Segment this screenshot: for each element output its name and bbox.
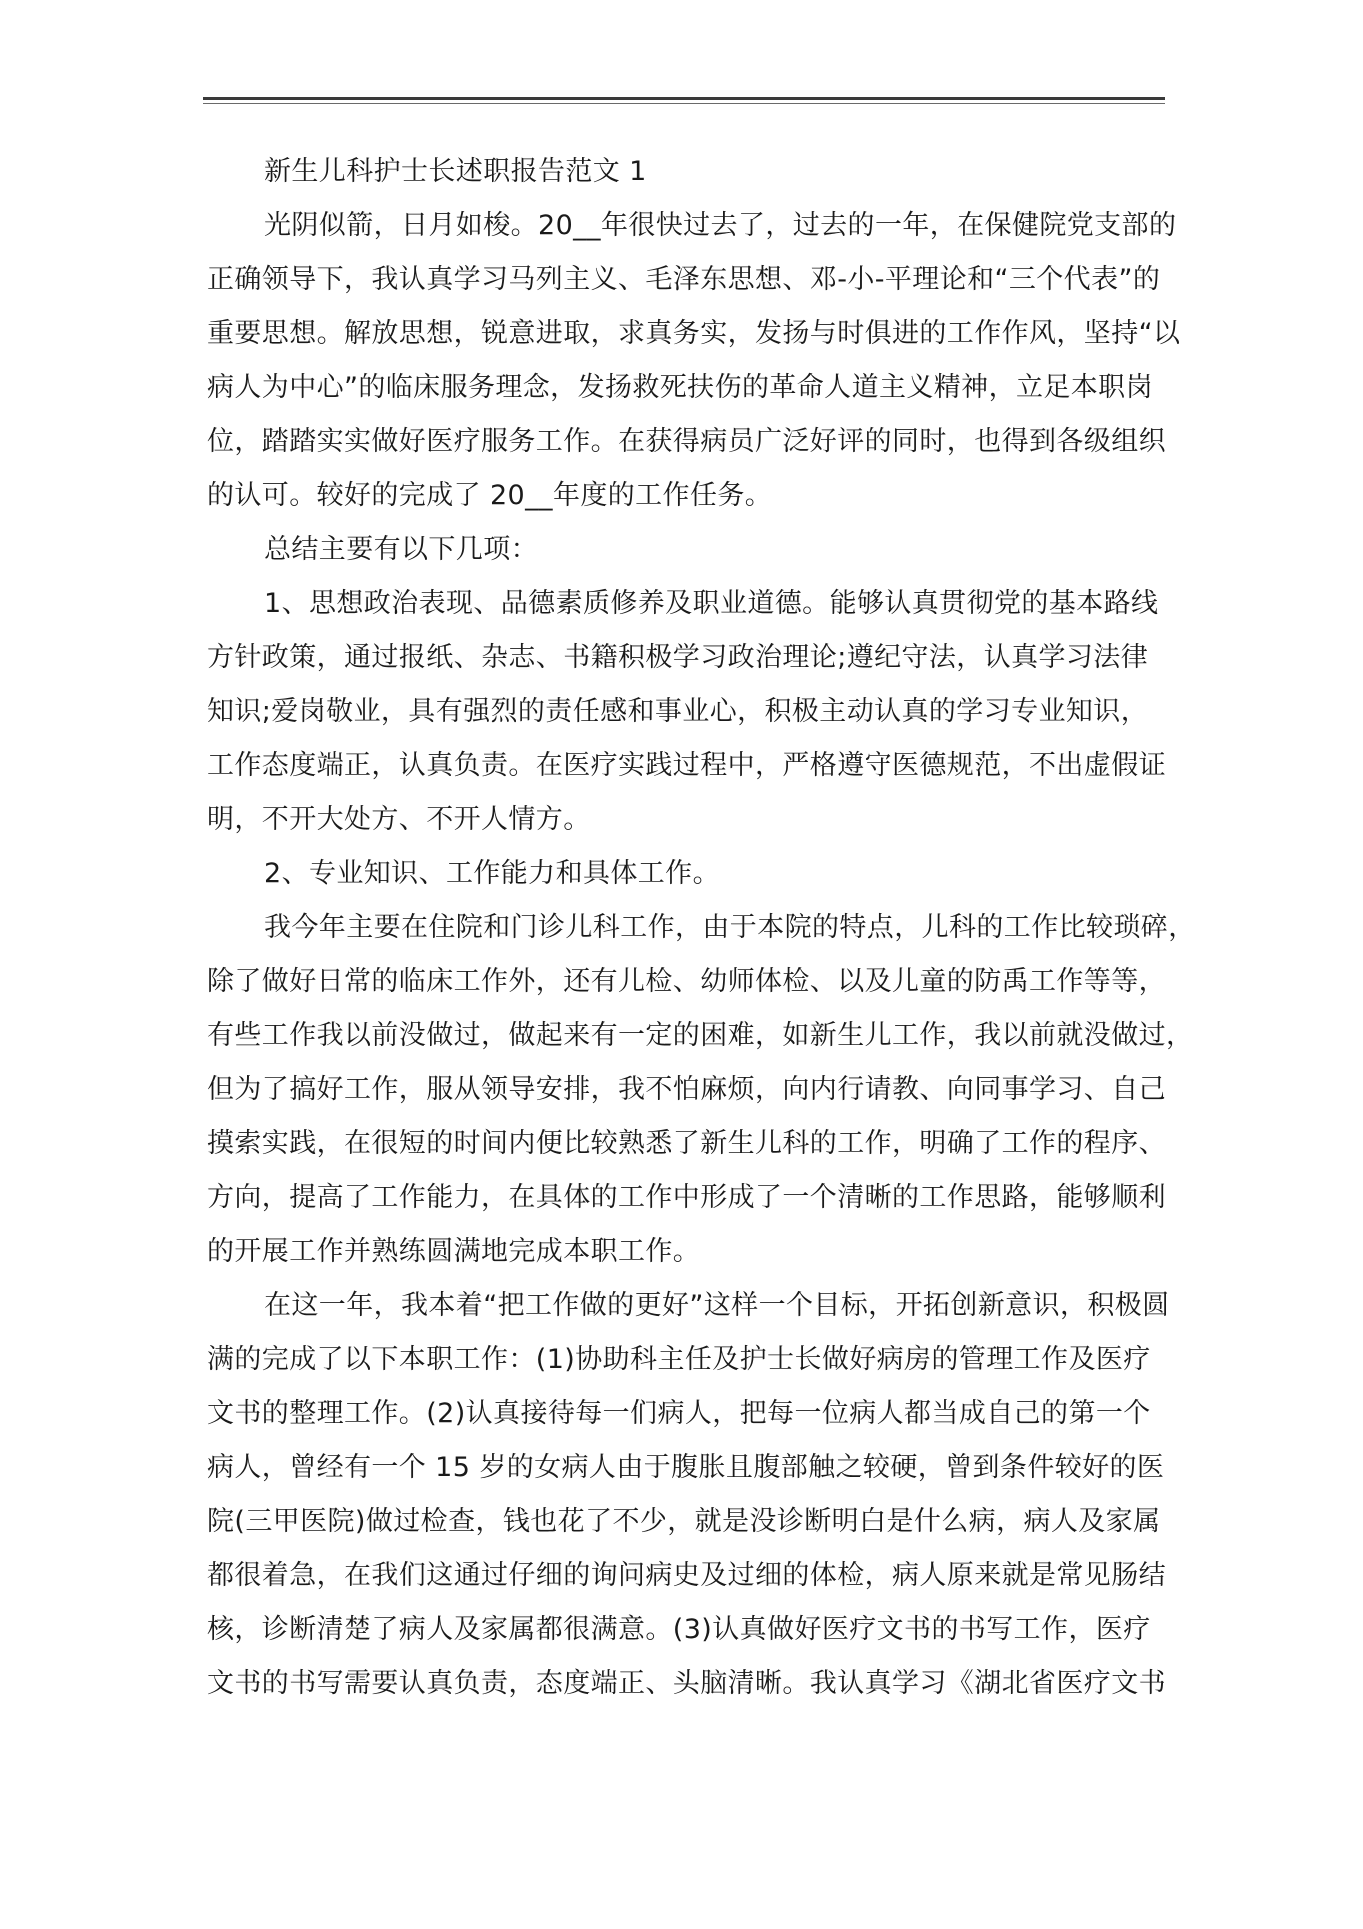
text-line: 重要思想。解放思想，锐意进取，求真务实，发扬与时俱进的工作作风，坚持“以	[207, 318, 1181, 349]
text-line: 方向，提高了工作能力，在具体的工作中形成了一个清晰的工作思路，能够顺利	[207, 1182, 1166, 1213]
text-line: 工作态度端正，认真负责。在医疗实践过程中，严格遵守医德规范，不出虚假证	[207, 750, 1166, 781]
text-line: 我今年主要在住院和门诊儿科工作，由于本院的特点，儿科的工作比较琐碎，	[264, 912, 1196, 943]
text-line: 满的完成了以下本职工作：(1)协助科主任及护士长做好病房的管理工作及医疗	[207, 1344, 1151, 1375]
text-line: 正确领导下，我认真学习马列主义、毛泽东思想、邓-小-平理论和“三个代表”的	[207, 264, 1161, 295]
text-line: 2、专业知识、工作能力和具体工作。	[264, 858, 720, 889]
text-line: 知识;爱岗敬业，具有强烈的责任感和事业心，积极主动认真的学习专业知识，	[207, 696, 1149, 727]
text-line: 文书的书写需要认真负责，态度端正、头脑清晰。我认真学习《湖北省医疗文书	[207, 1668, 1166, 1699]
text-line: 方针政策，通过报纸、杂志、书籍积极学习政治理论;遵纪守法，认真学习法律	[207, 642, 1149, 673]
text-line: 病人为中心”的临床服务理念，发扬救死扶伤的革命人道主义精神，立足本职岗	[207, 372, 1153, 403]
text-line: 除了做好日常的临床工作外，还有儿检、幼师体检、以及儿童的防禹工作等等，	[207, 966, 1166, 997]
header-rule-thin	[203, 103, 1165, 104]
text-line: 的认可。较好的完成了 20__年度的工作任务。	[207, 480, 773, 511]
text-line: 明，不开大处方、不开人情方。	[207, 804, 591, 835]
text-line: 核，诊断清楚了病人及家属都很满意。(3)认真做好医疗文书的书写工作，医疗	[207, 1614, 1151, 1645]
text-line: 摸索实践，在很短的时间内便比较熟悉了新生儿科的工作，明确了工作的程序、	[207, 1128, 1166, 1159]
text-line: 文书的整理工作。(2)认真接待每一们病人，把每一位病人都当成自己的第一个	[207, 1398, 1151, 1429]
text-line: 位，踏踏实实做好医疗服务工作。在获得病员广泛好评的同时，也得到各级组织	[207, 426, 1166, 457]
text-line: 在这一年，我本着“把工作做的更好”这样一个目标，开拓创新意识，积极圆	[264, 1290, 1170, 1321]
text-line: 病人，曾经有一个 15 岁的女病人由于腹胀且腹部触之较硬，曾到条件较好的医	[207, 1452, 1165, 1483]
text-line: 但为了搞好工作，服从领导安排，我不怕麻烦，向内行请教、向同事学习、自己	[207, 1074, 1166, 1105]
header-rule-thick	[203, 97, 1165, 100]
text-line: 都很着急，在我们这通过仔细的询问病史及过细的体检，病人原来就是常见肠结	[207, 1560, 1166, 1591]
text-line: 有些工作我以前没做过，做起来有一定的困难，如新生儿工作，我以前就没做过，	[207, 1020, 1194, 1051]
text-line: 的开展工作并熟练圆满地完成本职工作。	[207, 1236, 701, 1267]
text-line: 光阴似箭，日月如梭。20__年很快过去了，过去的一年，在保健院党支部的	[264, 210, 1177, 241]
document-body	[207, 145, 1197, 1711]
text-line: 1、思想政治表现、品德素质修养及职业道德。能够认真贯彻党的基本路线	[264, 588, 1159, 619]
text-line: 总结主要有以下几项：	[264, 534, 538, 565]
text-line: 院(三甲医院)做过检查，钱也花了不少，就是没诊断明白是什么病，病人及家属	[207, 1506, 1161, 1537]
header-rule	[203, 97, 1165, 107]
document-title-line: 新生儿科护士长述职报告范文 1	[264, 156, 647, 187]
